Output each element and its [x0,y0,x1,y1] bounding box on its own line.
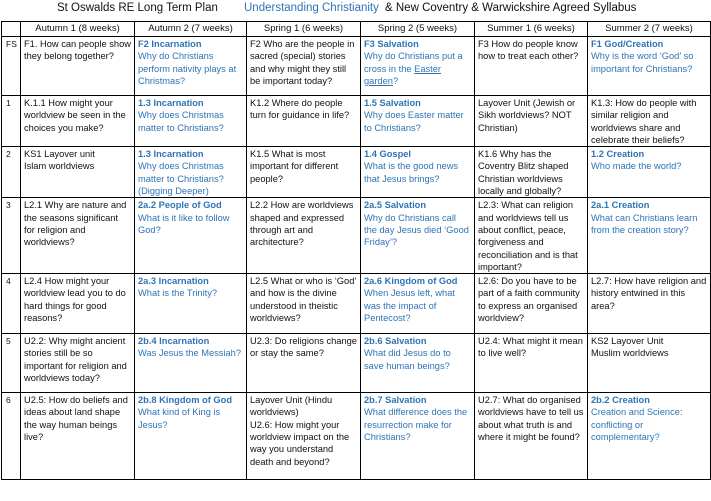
unit-heading: 2a.3 Incarnation [138,276,209,287]
unit-question: Why is the word ‘God’ so important for Christians? [591,51,694,74]
unit-question: Why do Christians call the day Jesus died ‘Good Friday’? [364,212,469,248]
unit-cell [135,198,247,274]
unit-cell [475,96,588,147]
unit-cell [21,393,135,480]
unit-question: L2.5 What or who is ‘God’ and how is the divine understood in theistic worldviews? [250,276,357,324]
unit-cell [361,37,475,96]
year-row [2,147,711,198]
unit-cell [475,393,588,480]
unit-text [250,394,357,419]
unit-text [591,335,707,347]
unit-text [24,38,131,63]
unit-question: Islam worldviews [24,161,95,172]
unit-question: Muslim worldviews [591,348,669,359]
unit-text [24,97,131,134]
unit-cell [361,274,475,334]
unit-text [478,148,584,197]
unit-heading: 2a.6 Kingdom of God [364,276,458,287]
unit-cell [247,393,361,480]
unit-question: K1.5 What is most important for different people? [250,149,339,184]
unit-question: L2.1 Why are nature and the seasons significant for religion and worldviews? [24,200,127,248]
unit-cell [361,334,475,393]
unit-text [138,199,243,211]
unit-text [138,394,243,406]
term-header: Summer 1 (6 weeks) [475,22,588,37]
unit-question: U2.2: Why might ancient stories still be so important for religion and worldviews today? [24,336,127,384]
term-header: Spring 1 (6 weeks) [247,22,361,37]
unit-question: U2.5: How do beliefs and ideas about land shape the way human beings live? [24,395,128,443]
year-row [2,393,711,480]
unit-text [250,38,357,87]
unit-cell [588,393,711,480]
scheme-title: Understanding Christianity [244,2,379,14]
unit-text [478,38,584,63]
unit-question: KS2 Layover Unit [591,336,664,347]
unit-question: L2.7: How have religion and history entwined in this area? [591,276,707,311]
unit-cell [361,198,475,274]
unit-text [364,394,471,406]
year-row [2,37,711,96]
long-term-plan-table [1,21,711,480]
unit-text [364,335,471,347]
unit-question: K1.2 Where do people turn for guidance in life? [250,98,350,121]
unit-heading: F3 Salvation [364,39,419,49]
unit-question: Was Jesus the Messiah? [138,348,241,359]
unit-text [591,347,707,359]
year-label: 4 [2,274,21,334]
unit-question: Why does Christmas matter to Christians? (Digging Deeper) [138,161,224,197]
unit-heading: 2a.2 People of God [138,200,222,211]
unit-text [138,335,243,347]
unit-text [24,148,131,160]
unit-question: Easter garden [364,63,441,86]
unit-text [478,394,584,443]
unit-cell [475,274,588,334]
unit-cell [361,147,475,198]
unit-text [591,199,707,211]
unit-cell [21,37,135,96]
unit-text [364,97,471,109]
unit-text [138,406,243,431]
unit-question: Layover Unit (Jewish or Sikh worldviews? NOT Christian) [478,98,576,133]
unit-question: K.1.1 How might your worldview be seen in the choices you make? [24,98,126,133]
unit-question: L2.6: Do you have to be part of a faith community to express an organised worldview? [478,276,580,324]
unit-question: L2.4 How might your worldview lead you to do hard things for good reasons? [24,276,126,324]
unit-text [364,406,471,443]
unit-text [138,109,243,134]
year-row [2,274,711,334]
unit-cell [588,198,711,274]
unit-text [364,109,471,134]
unit-question: Layover Unit (Hindu worldviews) [250,395,333,418]
unit-cell [21,198,135,274]
unit-text [138,287,243,299]
unit-text [138,148,243,160]
unit-question: What is it like to follow God? [138,212,230,235]
unit-text [138,97,243,109]
unit-heading: 2b.4 Incarnation [138,336,210,347]
unit-text [364,275,471,287]
term-header: Spring 2 (5 weeks) [361,22,475,37]
unit-heading: 2b.7 Salvation [364,395,427,406]
unit-cell [21,334,135,393]
unit-heading: 1.5 Salvation [364,98,421,108]
unit-question: What difference does the resurrection make for Christians? [364,407,468,443]
unit-text [478,335,584,360]
syllabus-title: & New Coventry & Warwickshire Agreed Syllabus [385,2,637,14]
year-label: 1 [2,96,21,147]
unit-cell [135,96,247,147]
unit-question: What can Christians learn from the creation story? [591,212,698,235]
term-header: Autumn 2 (7 weeks) [135,22,247,37]
unit-cell [135,37,247,96]
unit-cell [588,96,711,147]
year-label: 2 [2,147,21,198]
unit-question: KS1 Layover unit [24,149,95,160]
school-title: St Oswalds RE Long Term Plan [57,2,218,14]
unit-question: K1.3: How do people with similar religion and worldviews share and celebrate their beliefs? [591,98,697,145]
unit-text [24,275,131,324]
unit-cell [135,274,247,334]
unit-cell [588,274,711,334]
unit-text [138,347,243,359]
unit-cell [247,37,361,96]
unit-text [138,275,243,287]
year-header [2,22,21,37]
unit-cell [361,393,475,480]
unit-cell [21,96,135,147]
unit-cell [247,334,361,393]
unit-question: U2.3: Do religions change or stay the same? [250,336,357,359]
unit-question: Why does Christmas matter to Christians? [138,110,224,133]
unit-cell [21,274,135,334]
term-header-row [2,22,711,37]
unit-text [24,394,131,443]
unit-text [250,148,357,185]
unit-question: U2.4: What might it mean to live well? [478,336,583,359]
year-label: 6 [2,393,21,480]
unit-heading: 1.2 Creation [591,149,645,160]
unit-text [364,160,471,185]
unit-text [138,212,243,237]
unit-cell [588,37,711,96]
year-label: 3 [2,198,21,274]
unit-heading: 2b.8 Kingdom of God [138,395,232,406]
unit-question: Who made the world? [591,161,682,172]
unit-question: What did Jesus do to save human beings? [364,348,451,371]
unit-question: U2.6: How might your worldview impact on the way you understand death and beyond? [250,419,350,467]
unit-text [591,38,707,50]
unit-cell [361,96,475,147]
term-header: Autumn 1 (8 weeks) [21,22,135,37]
unit-cell [135,147,247,198]
year-row [2,334,711,393]
unit-question: Why do Christians put a cross in the [364,51,463,74]
unit-text [250,97,357,122]
unit-heading: 2a.1 Creation [591,200,650,211]
unit-text [591,275,707,312]
unit-text [591,406,707,443]
unit-text [591,394,707,406]
unit-text [478,199,584,273]
unit-cell [21,147,135,198]
unit-text [364,212,471,249]
unit-text [478,275,584,324]
unit-text [250,199,357,248]
unit-text [364,287,471,324]
unit-cell [475,198,588,274]
year-row [2,198,711,274]
unit-question: ? [392,75,399,86]
unit-heading: F2 Incarnation [138,39,202,49]
unit-question: K1.6 Why has the Coventry Blitz shaped Christian worldviews locally and globally? [478,149,569,197]
unit-text [138,50,243,87]
unit-question: What is the good news that Jesus brings? [364,161,459,184]
unit-question: F1. How can people show they belong together? [24,39,131,62]
unit-text [364,347,471,372]
unit-text [591,160,707,172]
unit-heading: 2a.5 Salvation [364,200,427,211]
term-header: Summer 2 (7 weeks) [588,22,711,37]
unit-cell [475,37,588,96]
unit-text [591,148,707,160]
unit-cell [247,198,361,274]
unit-text [364,38,471,50]
unit-question: U2.7: What do organised worldviews have to tell us about what truth is and where it might be found? [478,395,584,443]
unit-text [250,335,357,360]
unit-cell [475,334,588,393]
unit-question: F3 How do people know how to treat each other? [478,39,579,62]
page-title [0,0,711,16]
unit-text [364,148,471,160]
unit-text [138,38,243,50]
unit-text [364,50,471,87]
unit-cell [247,147,361,198]
unit-heading: 1.3 Incarnation [138,98,204,108]
unit-cell [588,147,711,198]
unit-question: Why does Easter matter to Christians? [364,110,464,133]
unit-cell [135,334,247,393]
unit-question: F2 Who are the people in sacred (special) stories and why might they still be important today? [250,39,355,86]
unit-text [250,275,357,324]
unit-cell [247,274,361,334]
year-label: FS [2,37,21,96]
unit-question: L2.3: What can religion and worldviews tell us about conflict, peace, forgiveness and reconciliation and is that important? [478,200,578,272]
unit-heading: 2b.6 Salvation [364,336,427,347]
unit-question: L2.2 How are worldviews shaped and expressed through art and architecture? [250,200,354,248]
unit-text [364,199,471,211]
unit-heading: 1.3 Incarnation [138,149,204,160]
unit-text [250,419,357,467]
unit-text [24,335,131,384]
unit-cell [588,334,711,393]
unit-question: When Jesus left, what was the impact of Pentecost? [364,288,455,324]
unit-text [591,97,707,146]
unit-heading: 2b.2 Creation [591,395,650,406]
unit-question: What kind of King is Jesus? [138,407,221,430]
unit-question: What is the Trinity? [138,288,218,299]
unit-heading: F1 God/Creation [591,39,664,49]
unit-text [24,199,131,248]
unit-text [478,97,584,134]
year-row [2,96,711,147]
unit-question: Why do Christians perform nativity plays at Christmas? [138,51,237,86]
unit-cell [247,96,361,147]
unit-cell [135,393,247,480]
unit-heading: 1.4 Gospel [364,149,412,160]
unit-text [591,50,707,75]
year-label: 5 [2,334,21,393]
unit-text [24,160,131,172]
unit-text [591,212,707,237]
unit-question: Creation and Science: conflicting or complementary? [591,407,683,443]
unit-cell [475,147,588,198]
unit-text [138,160,243,197]
